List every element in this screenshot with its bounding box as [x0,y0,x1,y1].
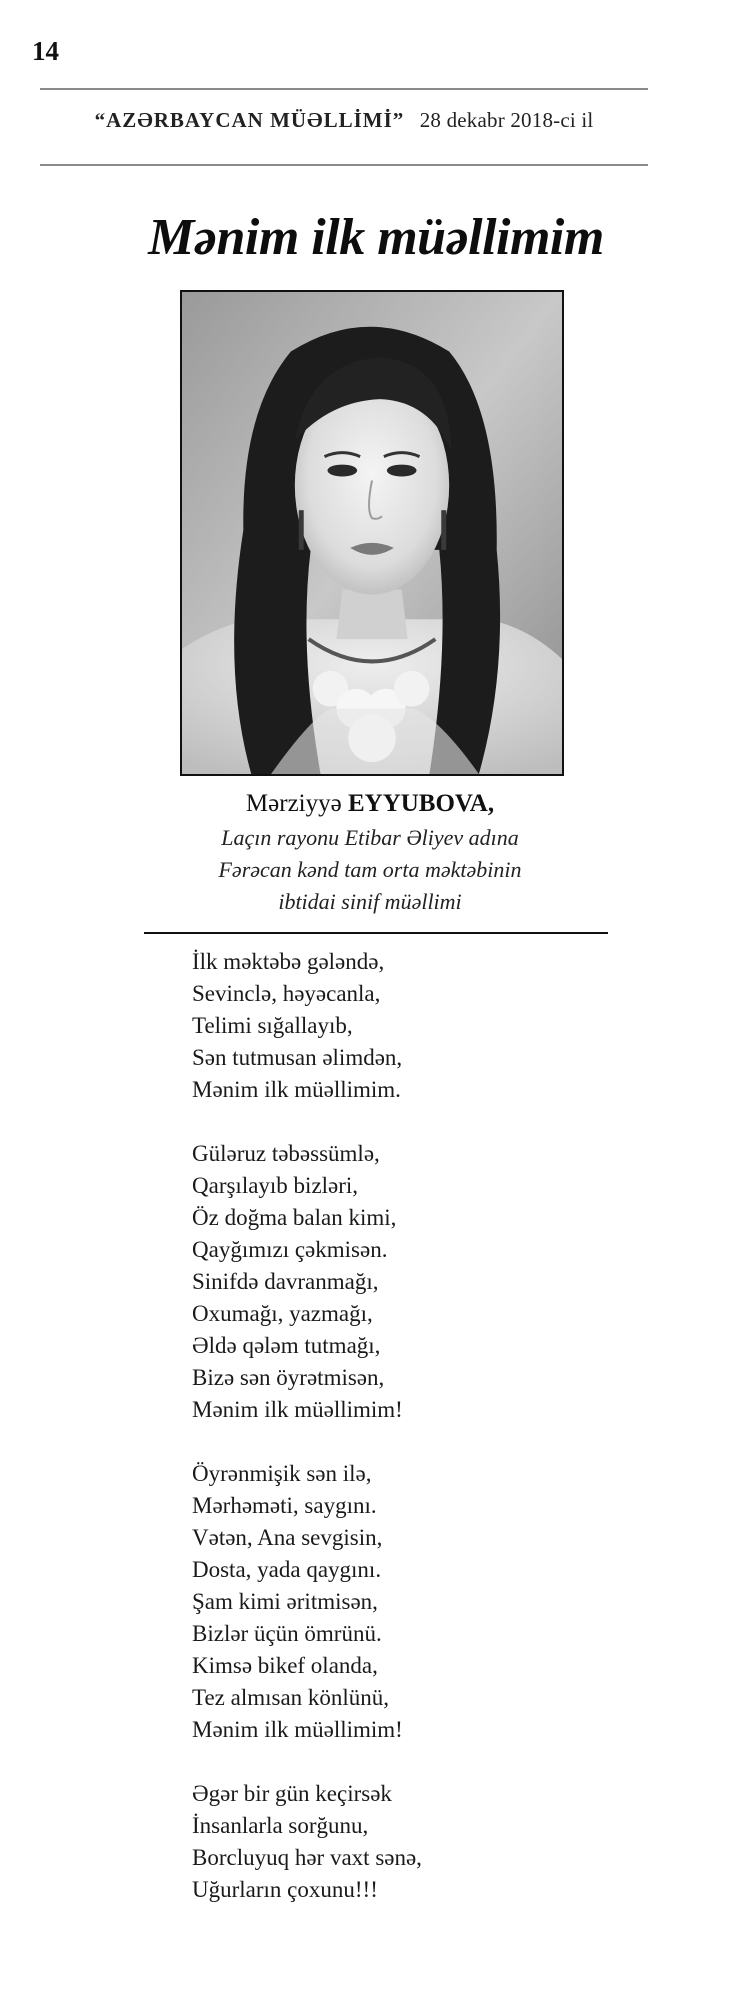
poem-line: Sən tutmusan əlimdən, [192,1045,403,1070]
poem-stanza [192,1778,652,1906]
poem-line: Uğurların çoxunu!!! [192,1877,378,1902]
author-divider [144,932,608,934]
poem-stanza [192,1458,652,1746]
poem-line: Güləruz təbəssümlə, [192,1141,380,1166]
poem-line: Dosta, yada qaygını. [192,1557,382,1582]
header-bottom-rule [40,164,648,166]
poem-line: Əgər bir gün keçirsək [192,1781,392,1806]
poem-line: Sinifdə davranmağı, [192,1269,379,1294]
portrait-illustration [182,292,562,774]
poem-stanza [192,946,652,1106]
poem-line: Şam kimi əritmisən, [192,1589,378,1614]
author-surname: EYYUBOVA, [347,790,495,817]
poem-line: Kimsə bikef olanda, [192,1653,378,1678]
author-name [130,790,610,818]
poem-line: Bizlər üçün ömrünü. [192,1621,382,1646]
poem-line: Telimi sığallayıb, [192,1013,353,1038]
poem-line: Sevinclə, həyəcanla, [192,981,381,1006]
author-block [130,790,610,918]
issue-date: 28 dekabr 2018-ci il [419,108,594,132]
page-number: 14 [32,36,59,66]
poem-line: İlk məktəbə gələndə, [192,949,385,974]
article-title: Mənim ilk müəllimim [148,209,604,266]
poem-line: Öz doğma balan kimi, [192,1205,397,1230]
poem-line: Mənim ilk müəllimim. [192,1077,401,1102]
author-first-name: Mərziyyə [245,790,342,817]
header-top-rule [40,88,648,90]
author-position-line: ibtidai sinif müəllimi [278,889,462,914]
poem-line: Borcluyuq hər vaxt sənə, [192,1845,422,1870]
poem-line: Qayğımızı çəkmisən. [192,1237,388,1262]
poem-line: Tez almısan könlünü, [192,1685,390,1710]
poem-line: Mərhəməti, saygını. [192,1493,377,1518]
poem [192,946,652,1938]
newspaper-header [40,108,648,133]
poem-line: İnsanlarla sorğunu, [192,1813,369,1838]
poem-stanza [192,1138,652,1426]
poem-line: Öyrənmişik sən ilə, [192,1461,372,1486]
author-position-line: Laçın rayonu Etibar Əliyev adına [221,825,519,850]
poem-line: Qarşılayıb bizləri, [192,1173,359,1198]
poem-line: Vətən, Ana sevgisin, [192,1525,383,1550]
poem-line: Mənim ilk müəllimim! [192,1717,403,1742]
poem-line: Bizə sən öyrətmisən, [192,1365,385,1390]
poem-line: Mənim ilk müəllimim! [192,1397,403,1422]
poem-line: Oxumağı, yazmağı, [192,1301,373,1326]
author-portrait-photo [180,290,564,776]
poem-line: Əldə qələm tutmağı, [192,1333,381,1358]
author-position-line: Fərəcan kənd tam orta məktəbinin [218,857,522,882]
newspaper-name: “AZƏRBAYCAN MÜƏLLİMİ” [94,108,405,132]
